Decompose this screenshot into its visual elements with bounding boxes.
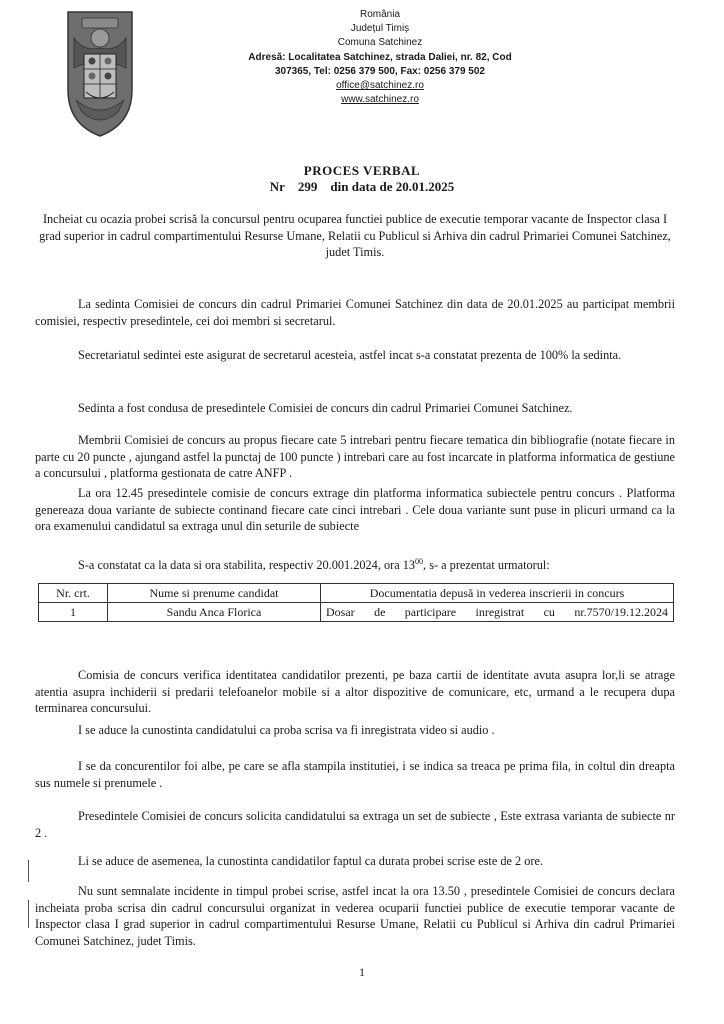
constat-after: , s- a prezentat urmatorul: bbox=[423, 558, 550, 573]
document-title: PROCES VERBAL bbox=[303, 163, 421, 178]
table-header-row bbox=[39, 584, 674, 603]
header-county: Județul Timiș bbox=[350, 23, 410, 35]
header-website-link[interactable]: www.satchinez.ro bbox=[341, 94, 419, 106]
constat-before: S-a constatat ca la data si ora stabilita, respectiv 20.001.2024, ora 13 bbox=[78, 558, 416, 573]
nr-value: 299 bbox=[297, 179, 318, 194]
paragraph-papers: I se da concurentilor foi albe, pe care se afla stampila institutiei, i se indica sa treaca pe prima fila, in coltul din dreapta sus numele si prenumele . bbox=[35, 759, 675, 790]
institution-header bbox=[230, 8, 530, 107]
header-country: România bbox=[359, 9, 401, 20]
paragraph-commission-attendance: La sedinta Comisiei de concurs din cadrul Primariei Comunei Satchinez din data de 20.01.2025 au participat membrii comisiei, respectiv presedintele, cei doi membri si secretarul. bbox=[35, 297, 675, 328]
paragraph-chair: Sedinta a fost condusa de presedintele Comisiei de concurs din cadrul Primariei Comunei Satchinez. bbox=[78, 401, 573, 415]
paragraph-subject-set: Presedintele Comisiei de concurs solicita candidatului sa extraga un set de subiecte , Este extrasa varianta de subiecte nr 2 . bbox=[35, 809, 675, 840]
paragraph-identity-check: Comisia de concurs verifica identitatea candidatilor prezenti, pe baza cartii de identitate avuta asupra lor,li se atrage atentia asupra inchiderii si predarii telefoanelor mobile si a altor dispozitive de comunicare, etc, urmand a le recupera dupa terminarea concursului. bbox=[35, 668, 675, 715]
header-address-line2: 307365, Tel: 0256 379 500, Fax: 0256 379 502 bbox=[275, 65, 485, 77]
coat-of-arms-icon bbox=[60, 8, 140, 140]
intro-paragraph: Incheiat cu ocazia probei scrisă la concursul pentru ocuparea functiei publice de executie temporar vacante de Inspector clasa I grad superior in cadrul compartimentului Resurse Umane, Relatii cu Publicul si Arhiva din cadrul Primariei Comunei Satchinez, judet Timis. bbox=[39, 212, 671, 259]
paragraph-duration: Li se aduce de asemenea, la cunostinta candidatilor faptul ca durata probei scrise este de 2 ore. bbox=[78, 854, 544, 868]
scan-edge-mark bbox=[28, 860, 29, 882]
page-number: 1 bbox=[359, 965, 365, 979]
paragraph-secretariat: Secretariatul sedintei este asigurat de secretarul acesteia, astfel incat s-a constatat prezenta de 100% la sedinta. bbox=[78, 348, 622, 362]
header-documentation: Documentatia depusă in vederea inscrierii in concurs bbox=[321, 584, 674, 603]
cell-nr: 1 bbox=[39, 603, 108, 622]
header-address-line1: Adresă: Localitatea Satchinez, strada Daliei, nr. 82, Cod bbox=[248, 51, 512, 63]
header-nr-crt: Nr. crt. bbox=[39, 584, 108, 603]
scan-edge-mark bbox=[28, 900, 29, 928]
nr-label: Nr bbox=[269, 179, 285, 194]
cell-documentation: Dosar de participare inregistrat cu nr.7570/19.12.2024 bbox=[321, 603, 674, 622]
document-number-line bbox=[0, 179, 724, 195]
paragraph-recording: I se aduce la cunostinta candidatului ca proba scrisa va fi inregistrata video si audio . bbox=[78, 723, 495, 737]
cell-candidate-name: Sandu Anca Florica bbox=[108, 603, 321, 622]
header-candidate-name: Nume si prenume candidat bbox=[108, 584, 321, 603]
constat-sup: 00 bbox=[415, 557, 424, 566]
candidate-table bbox=[38, 583, 674, 622]
document-date: din data de 20.01.2025 bbox=[330, 179, 455, 194]
paragraph-closing: Nu sunt semnalate incidente in timpul probei scrise, astfel incat la ora 13.50 , presedintele Comisiei de concurs declara incheiata proba scrisa din cadrul concursului organizat in vederea ocuparii functiei publice de executie temporar vacante de Inspector clasa I grad superior in cadrul compartimentului Resurse Umane, Relatii cu Publicul si Arhiva din cadrul Primariei Comunei Satchinez, judet Timis. bbox=[35, 884, 675, 948]
header-email-link[interactable]: office@satchinez.ro bbox=[336, 80, 424, 92]
paragraph-questions: Membrii Comisiei de concurs au propus fiecare cate 5 intrebari pentru fiecare tematica din bibliografie (notate fiecare in parte cu 20 puncte , ajungand astfel la punctaj de 100 puncte ) intrebari care au fost incarcate in platforma informatica de gestiune a concursului , platforma gestionata de catre ANFP . bbox=[35, 433, 675, 480]
header-commune: Comuna Satchinez bbox=[337, 37, 423, 49]
table-row bbox=[39, 603, 674, 622]
paragraph-constat bbox=[35, 554, 675, 574]
paragraph-extraction: La ora 12.45 presedintele comisie de concurs extrage din platforma informatica subiectele pentru concurs . Platforma genereaza doua variante de subiecte continand fiecare cate cinci intrebari . Cele doua variante sunt puse in plicuri urmand ca la ora examenului candidatul sa extraga unul din seturile de subiecte bbox=[35, 486, 675, 533]
